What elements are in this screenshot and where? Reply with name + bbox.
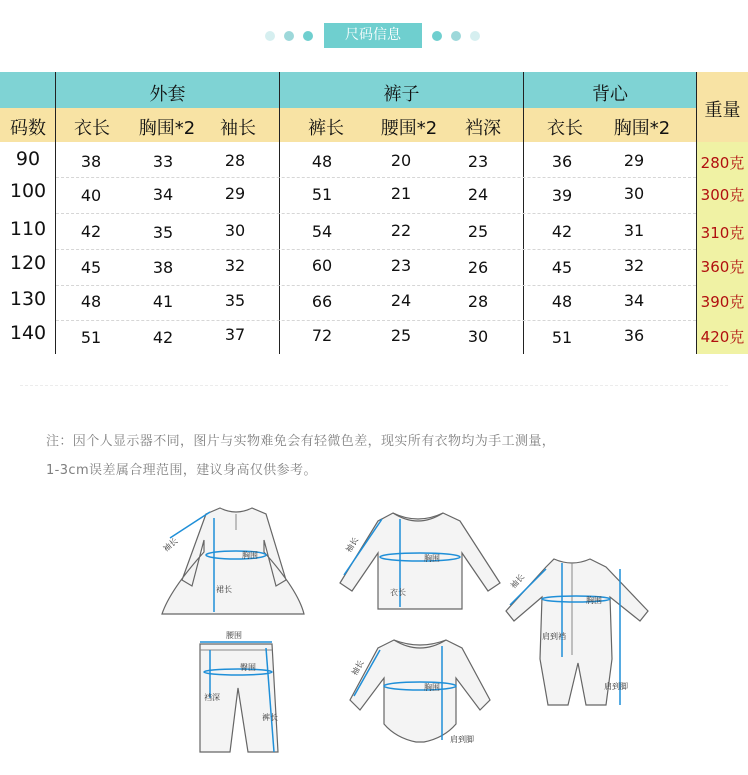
coat-length-value: 38 [80,152,102,171]
section-divider [20,385,728,386]
table-row [0,321,748,355]
vest-length-value: 39 [551,186,573,205]
col-header-vest-length: 衣长 [547,118,583,139]
table-row [0,286,748,320]
size-table [0,72,748,354]
fig-label: 肩到脚 [604,682,628,691]
group-header-pants: 裤子 [383,84,420,105]
note-line-1: 注：因个人显示器不同，图片与实物难免会有轻微色差，现实所有衣物均为手工测量， [46,434,556,449]
col-header-pants-waist: 腰围*2 [380,118,438,139]
pants-waist-value: 21 [390,184,412,203]
group-header-coat: 外套 [149,84,186,105]
size-code: 130 [9,288,47,310]
fig-label: 袖长 [161,536,180,554]
pants-rise-value: 30 [467,327,489,346]
note-line-2: 1-3cm误差属合理范围，建议身高仅供参考。 [46,463,317,478]
pants-rise-value: 25 [467,222,489,241]
weight-value: 300克 [700,186,745,204]
fig-label: 衣长 [390,588,406,597]
top-diagram [338,505,503,620]
size-code: 110 [9,218,47,240]
col-header-pants-rise: 裆深 [465,118,501,139]
fig-label: 肩到裆 [542,632,566,641]
coat-sleeve-value: 37 [224,325,246,344]
vest-chest-value: 34 [623,291,645,310]
coat-sleeve-value: 29 [224,184,246,203]
table-row [0,214,748,248]
coat-sleeve-value: 28 [224,151,246,170]
pants-waist-value: 23 [390,256,412,275]
table-row [0,178,748,212]
fig-label: 胸围 [242,551,258,560]
pants-length-value: 66 [311,292,333,311]
vest-length-value: 42 [551,222,573,241]
coat-chest-value: 33 [152,152,174,171]
col-header-pants-length: 裤长 [308,118,344,139]
weight-header: 重量 [704,100,741,121]
fig-label: 肩到脚 [450,735,474,744]
fig-label: 袖长 [344,535,361,555]
weight-value: 280克 [700,154,745,172]
vest-chest-value: 31 [623,221,645,240]
fig-label: 袖长 [349,658,366,677]
fig-label: 胸围 [424,683,440,692]
decor-dot [284,31,294,41]
weight-value: 310克 [700,224,745,242]
vest-length-value: 48 [551,292,573,311]
col-header-coat-length: 衣长 [74,118,110,139]
coat-length-value: 51 [80,328,102,347]
col-header-vest-chest: 胸围*2 [613,118,671,139]
fig-label: 腰围 [226,631,242,640]
pants-waist-value: 20 [390,151,412,170]
size-code: 100 [9,180,47,202]
pants-rise-value: 26 [467,258,489,277]
coat-chest-value: 38 [152,258,174,277]
coat-sleeve-value: 30 [224,221,246,240]
table-row [0,250,748,284]
decor-dot [470,31,480,41]
code-header: 码数 [10,118,46,139]
weight-value: 390克 [700,293,745,311]
size-code: 120 [9,252,47,274]
coat-chest-value: 35 [152,223,174,242]
pants-rise-value: 23 [467,152,489,171]
weight-value: 420克 [700,328,745,346]
decor-dot [265,31,275,41]
col-header-coat-chest: 胸围*2 [138,118,196,139]
coat-length-value: 48 [80,292,102,311]
coat-chest-value: 42 [152,328,174,347]
decor-dot [451,31,461,41]
coat-length-value: 45 [80,258,102,277]
vest-chest-value: 36 [623,326,645,345]
table-row [0,144,748,178]
pants-length-value: 60 [311,256,333,275]
fig-label: 袖长 [508,572,527,591]
coat-chest-value: 41 [152,292,174,311]
pants-waist-value: 22 [390,221,412,240]
section-title: 尺码信息 [324,23,422,48]
decor-dot [432,31,442,41]
pants-rise-value: 24 [467,185,489,204]
decor-dot [303,31,313,41]
pants-length-value: 72 [311,326,333,345]
col-header-coat-sleeve: 袖长 [220,118,256,139]
pants-diagram [188,628,288,763]
pants-waist-value: 24 [390,291,412,310]
weight-value: 360克 [700,258,745,276]
vest-chest-value: 32 [623,256,645,275]
vest-length-value: 45 [551,258,573,277]
size-code: 140 [9,322,47,344]
section-title-row [0,23,748,49]
vest-chest-value: 30 [623,184,645,203]
romper-diagram [502,555,654,715]
pants-rise-value: 28 [467,292,489,311]
fig-label: 胸围 [424,554,440,563]
fig-label: 裙长 [216,585,232,594]
pants-length-value: 48 [311,152,333,171]
fig-label: 裆深 [204,693,220,702]
fig-label: 臀围 [240,663,256,672]
bodysuit-diagram [344,630,494,750]
pants-length-value: 51 [311,185,333,204]
dress-diagram [158,500,308,620]
vest-length-value: 51 [551,328,573,347]
pants-waist-value: 25 [390,326,412,345]
vest-length-value: 36 [551,152,573,171]
fig-label: 胸围 [586,596,602,605]
size-code: 90 [15,148,41,170]
vest-chest-value: 29 [623,151,645,170]
coat-sleeve-value: 32 [224,256,246,275]
fig-label: 裤长 [262,713,278,722]
coat-length-value: 40 [80,186,102,205]
coat-sleeve-value: 35 [224,291,246,310]
group-header-vest: 背心 [592,84,628,105]
coat-length-value: 42 [80,222,102,241]
coat-chest-value: 34 [152,185,174,204]
pants-length-value: 54 [311,222,333,241]
